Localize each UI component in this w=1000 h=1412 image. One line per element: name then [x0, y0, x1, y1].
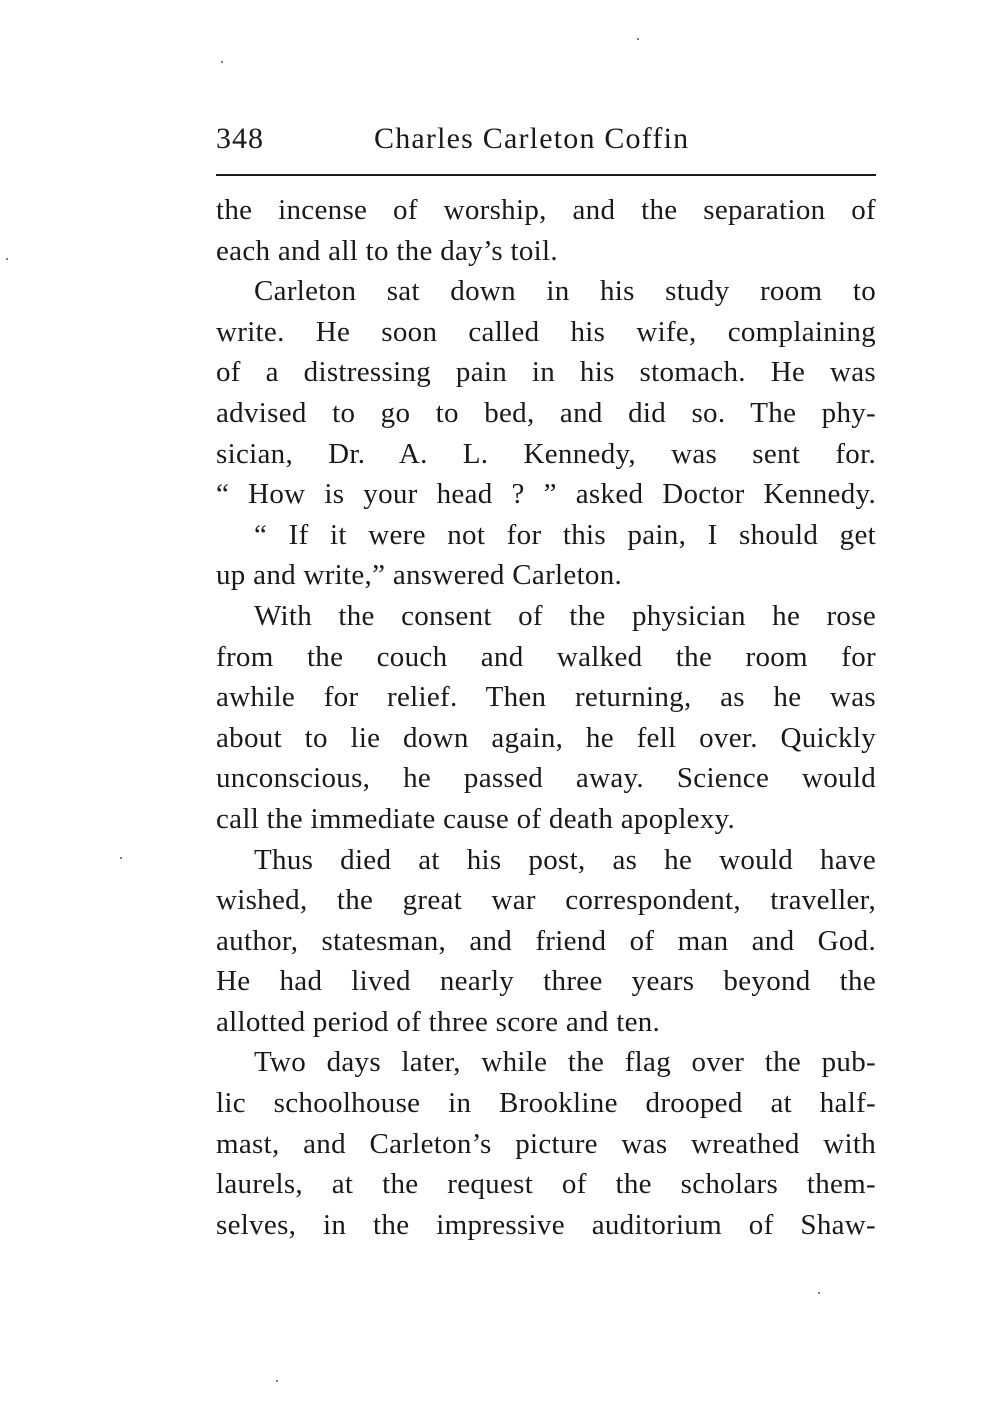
text-line: about to lie down again, he fell over. Quickly — [216, 721, 876, 754]
text-line: the incense of worship, and the separation of — [216, 194, 876, 226]
running-head: Charles Carleton Coffin — [374, 122, 690, 155]
text-line: unconscious, he passed away. Science would — [216, 762, 876, 795]
scan-speck — [276, 1380, 278, 1382]
text-line: “ If it were not for this pain, I should get — [254, 518, 876, 551]
scan-speck — [6, 258, 8, 260]
text-line: lic schoolhouse in Brookline drooped at half- — [216, 1087, 876, 1120]
text-line: author, statesman, and friend of man and God. — [216, 924, 876, 957]
header-rule — [216, 174, 876, 176]
text-line: mast, and Carleton’s picture was wreathed with — [216, 1127, 876, 1160]
text-line: up and write,” answered Carleton. — [216, 559, 623, 592]
text-line: each and all to the day’s toil. — [216, 234, 558, 267]
text-line: advised to go to bed, and did so. The phy- — [216, 396, 876, 429]
text-line: sician, Dr. A. L. Kennedy, was sent for. — [216, 437, 876, 470]
text-line: “ How is your head ? ” asked Doctor Kennedy. — [216, 478, 876, 511]
text-line: He had lived nearly three years beyond the — [216, 965, 876, 998]
text-line: allotted period of three score and ten. — [216, 1005, 661, 1038]
text-line: selves, in the impressive auditorium of Shaw- — [216, 1208, 876, 1241]
text-line: Thus died at his post, as he would have — [254, 843, 876, 876]
text-line: laurels, at the request of the scholars them- — [216, 1168, 876, 1201]
text-line: write. He soon called his wife, complaining — [216, 315, 876, 348]
text-line: of a distressing pain in his stomach. He was — [216, 356, 876, 389]
page-number: 348 — [216, 122, 264, 155]
text-line: Carleton sat down in his study room to — [254, 275, 876, 308]
text-line: from the couch and walked the room for — [216, 640, 876, 673]
scan-speck — [637, 38, 639, 40]
text-line: awhile for relief. Then returning, as he was — [216, 681, 876, 714]
text-line: wished, the great war correspondent, traveller, — [216, 884, 876, 917]
text-line: With the consent of the physician he rose — [254, 599, 876, 632]
scan-speck — [120, 857, 122, 859]
scan-speck — [221, 61, 223, 63]
text-line: Two days later, while the flag over the pub- — [254, 1046, 876, 1079]
body-text — [216, 190, 876, 1245]
text-line: call the immediate cause of death apoplexy. — [216, 802, 736, 835]
page-header — [216, 118, 876, 168]
scan-speck — [818, 1292, 820, 1294]
